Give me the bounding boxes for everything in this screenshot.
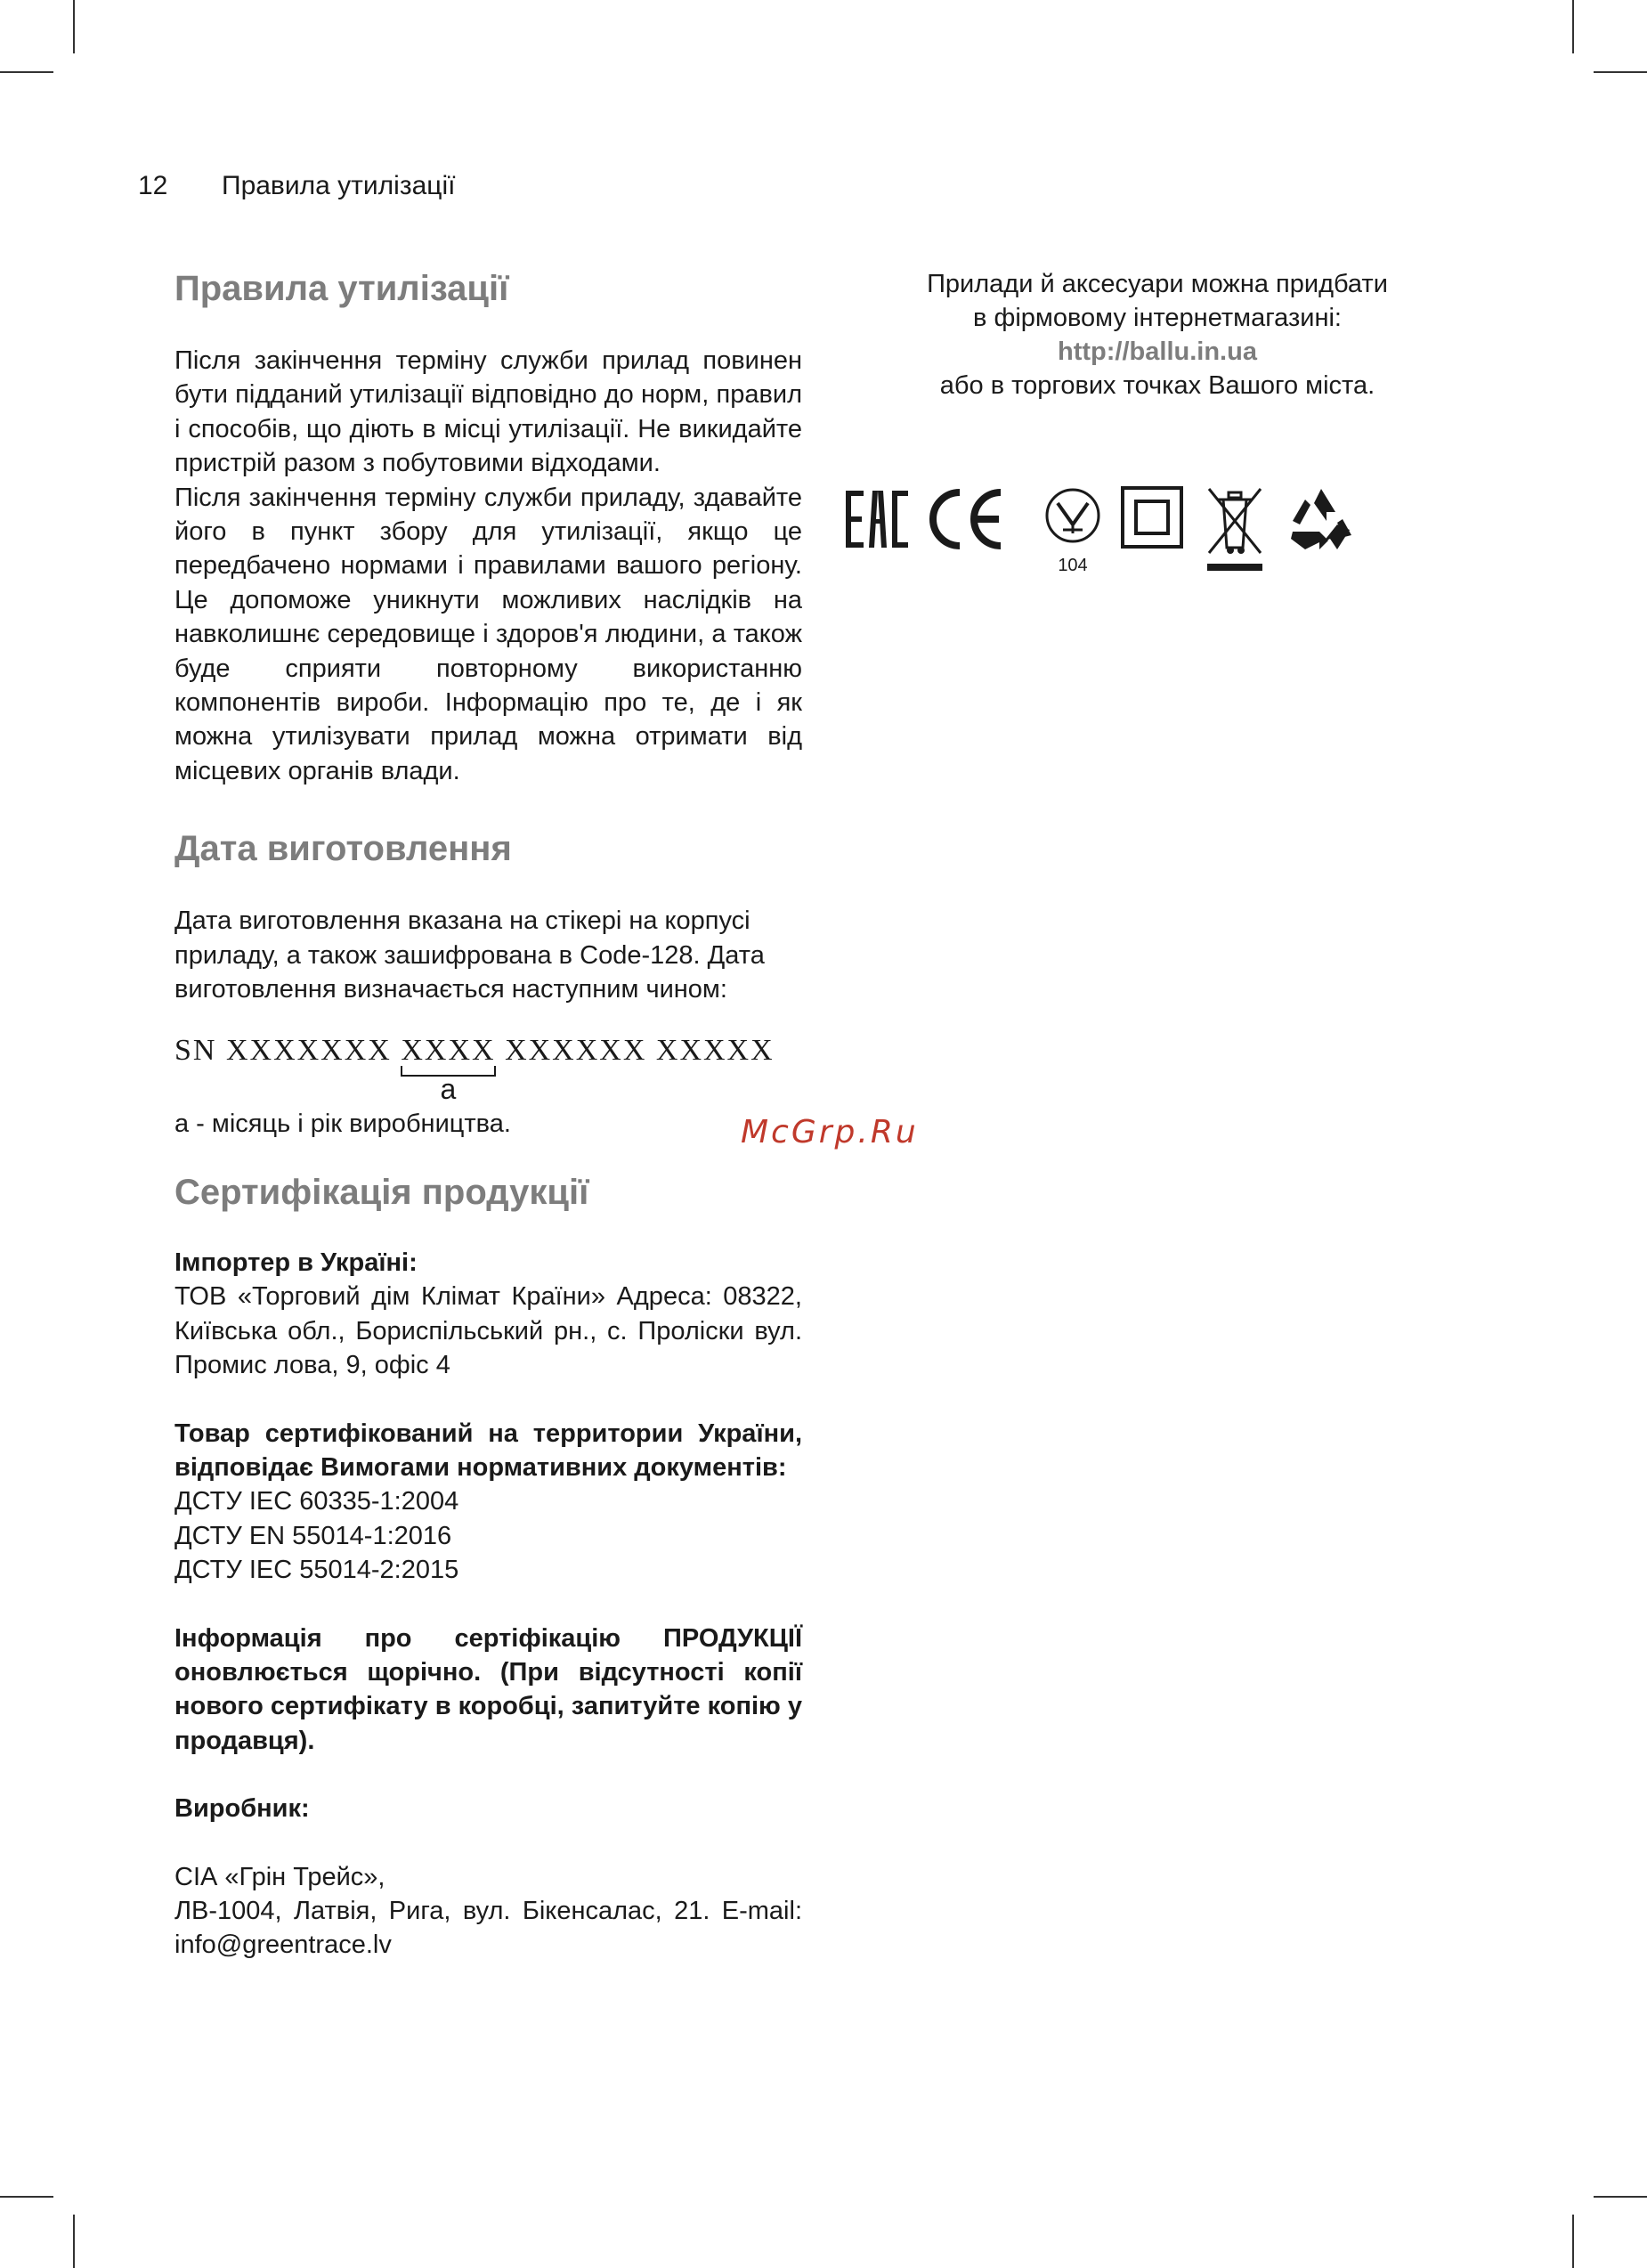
standard-item: ДСТУ IEC 55014-2:2015 [174,1556,459,1585]
ukrsepro-mark-icon [1043,485,1102,574]
serial-date-segment [401,1033,496,1105]
importer-text: ТОВ «Торговий дім Клімат Країни» Адреса: 08322, Київська обл., Бориспільський рн., с. Проліски вул. Промис лова, 9, офіс 4 [174,1282,802,1380]
crop-mark [73,0,75,53]
main-column [174,267,802,1963]
serial-prefix: SN XXXXXXX [174,1033,392,1067]
watermark: McGrp.Ru [741,1114,919,1150]
running-head-title: Правила утилізації [222,171,456,200]
crop-mark [0,2196,53,2198]
certified-label: Товар сертифікований на территории України, відповідає Вимогами нормативних документів: [174,1419,802,1482]
double-insulation-icon [1120,485,1184,549]
crop-mark [1594,71,1647,73]
running-head [138,171,455,201]
weee-bin-icon [1204,485,1266,574]
crop-mark [73,2215,75,2268]
serial-legend: a - місяць і рік виробництва. [174,1109,511,1138]
certification-heading: Сертифікація продукції [174,1172,589,1212]
serial-suffix: XXXXXX XXXXX [505,1033,775,1067]
crop-mark [1594,2196,1647,2198]
standard-item: ДСТУ EN 55014-1:2016 [174,1521,452,1550]
ce-mark-icon [926,485,1006,553]
manufacture-date-paragraph: Дата виготовлення вказана на стікері на корпусі приладу, а також зашифрована в Code-128. Дата виготовлення визначається наступним чином: [174,906,765,1004]
page-number: 12 [138,171,168,200]
standard-item: ДСТУ IEC 60335-1:2004 [174,1487,459,1516]
manufacturer-address: ЛВ-1004, Латвія, Рига, вул. Бікенсалас, 21. E-mail: info@greentrace.lv [174,1897,802,1960]
recycle-icon [1287,485,1355,553]
shop-line-2: в фірмовому інтернетмагазині: [973,304,1342,332]
crop-mark [1572,2215,1574,2268]
serial-number-format [174,1033,802,1105]
ukrsepro-code: 104 [1058,556,1088,574]
serial-date-code: XXXX [401,1033,496,1067]
disposal-paragraph-1: Після закінчення терміну служби прилад повинен бути підданий утилізації відповідно до норм, правил і способів, що діють в місці утилізації. Не викидайте пристрій разом з побутовими відходами. [174,346,802,478]
disposal-paragraph-2: Після закінчення терміну служби приладу, здавайте його в пункт збору для утилізації, якщо це передбачено нормами і правилами вашого регіону. Це допоможе уникнути можливих наслідків на навколишнє середовище і здоров'я людини, а також буде сприяти повторному використанню компонентів вироби. Інформацію про те, де і як можна утилізувати прилад можна отримати від місцевих органів влади. [174,483,802,785]
importer-label: Імпортер в Україні: [174,1248,418,1277]
crop-mark [0,71,53,73]
certification-marks [837,485,1460,583]
manufacturer-label: Виробник: [174,1794,310,1824]
shop-url-link[interactable]: http://ballu.in.ua [1058,337,1257,366]
shop-info [837,267,1478,402]
crop-mark [1572,0,1574,53]
certification-note: Інформація про сертіфікацію ПРОДУКЦІЇ оновлюється щорічно. (При відсутності копії нового сертифікату в коробці, запитуйте копію у продавця). [174,1623,802,1755]
manufacturer-name: СІА «Грін Трейс», [174,1862,385,1891]
shop-line-1: Прилади й аксесуари можна придбати [927,270,1388,298]
eac-mark-icon [844,485,912,553]
shop-line-3: або в торгових точках Вашого міста. [939,371,1375,400]
serial-date-marker: a [440,1072,457,1105]
disposal-heading: Правила утилізації [174,269,509,308]
manufacture-date-heading: Дата виготовлення [174,829,512,869]
